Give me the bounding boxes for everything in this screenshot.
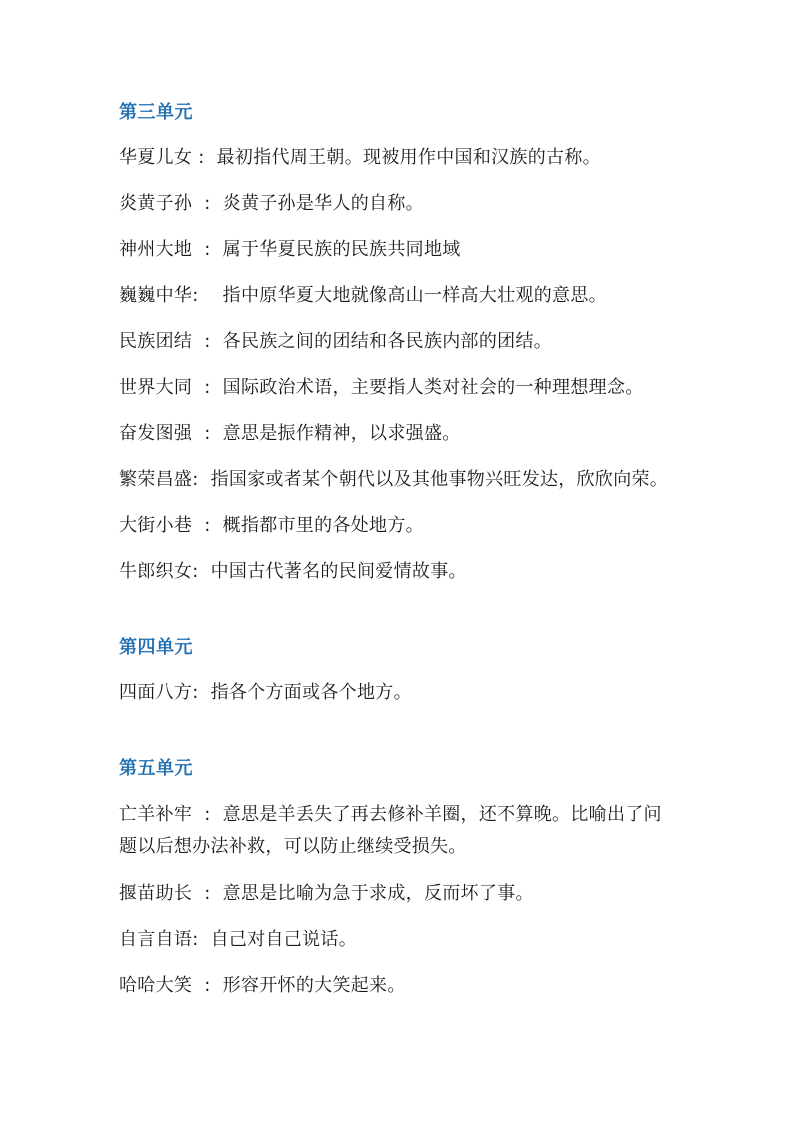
idiom-entry xyxy=(119,511,734,541)
entry-text: 华夏儿女 : 最初指代周王朝。现被用作中国和汉族的古称。 xyxy=(119,147,601,168)
idiom-entry xyxy=(119,678,734,708)
idiom-entry xyxy=(119,557,734,587)
idiom-entry xyxy=(119,373,734,403)
entry-text: 自言自语: 自己对自己说话。 xyxy=(119,929,358,950)
section-title: 第三单元 xyxy=(119,102,193,123)
entry-text: 炎黄子孙 : 炎黄子孙是华人的自称。 xyxy=(119,193,424,214)
entry-text: 世界大同 : 国际政治术语，主要指人类对社会的一种理想理念。 xyxy=(119,377,644,398)
section-unit-3 xyxy=(119,98,734,587)
idiom-entry xyxy=(119,799,734,863)
idiom-entry xyxy=(119,189,734,219)
idiom-entry xyxy=(119,419,734,449)
idiom-entry xyxy=(119,281,734,311)
entry-text: 民族团结 : 各民族之间的团结和各民族内部的团结。 xyxy=(119,331,553,352)
entry-text: 牛郎织女: 中国古代著名的民间爱情故事。 xyxy=(119,561,467,582)
idiom-entry xyxy=(119,971,734,1001)
section-title: 第五单元 xyxy=(119,758,193,779)
entry-text: 亡羊补牢 : 意思是羊丢失了再去修补羊圈，还不算晚。比喻出了问题以后想办法补救，可以防止继续受损失。 xyxy=(119,804,662,857)
entry-text: 揠苗助长 : 意思是比喻为急于求成，反而坏了事。 xyxy=(119,883,534,904)
section-unit-5 xyxy=(119,754,734,1001)
idiom-entry xyxy=(119,235,734,265)
idiom-entry xyxy=(119,879,734,909)
idiom-entry xyxy=(119,143,734,173)
idiom-entry xyxy=(119,925,734,955)
entry-text: 奋发图强 : 意思是振作精神，以求强盛。 xyxy=(119,423,461,444)
entry-text: 哈哈大笑 : 形容开怀的大笑起来。 xyxy=(119,975,406,996)
idiom-entry xyxy=(119,327,734,357)
entry-text: 巍巍中华: 指中原华夏大地就像高山一样高大壮观的意思。 xyxy=(119,285,607,306)
entry-text: 大街小巷 : 概指都市里的各处地方。 xyxy=(119,515,424,536)
entry-text: 神州大地 : 属于华夏民族的民族共同地域 xyxy=(119,239,461,260)
entry-text: 繁荣昌盛: 指国家或者某个朝代以及其他事物兴旺发达，欣欣向荣。 xyxy=(119,469,669,490)
section-title: 第四单元 xyxy=(119,637,193,658)
entry-text: 四面八方: 指各个方面或各个地方。 xyxy=(119,682,412,703)
section-unit-4 xyxy=(119,633,734,708)
idiom-entry xyxy=(119,465,734,495)
